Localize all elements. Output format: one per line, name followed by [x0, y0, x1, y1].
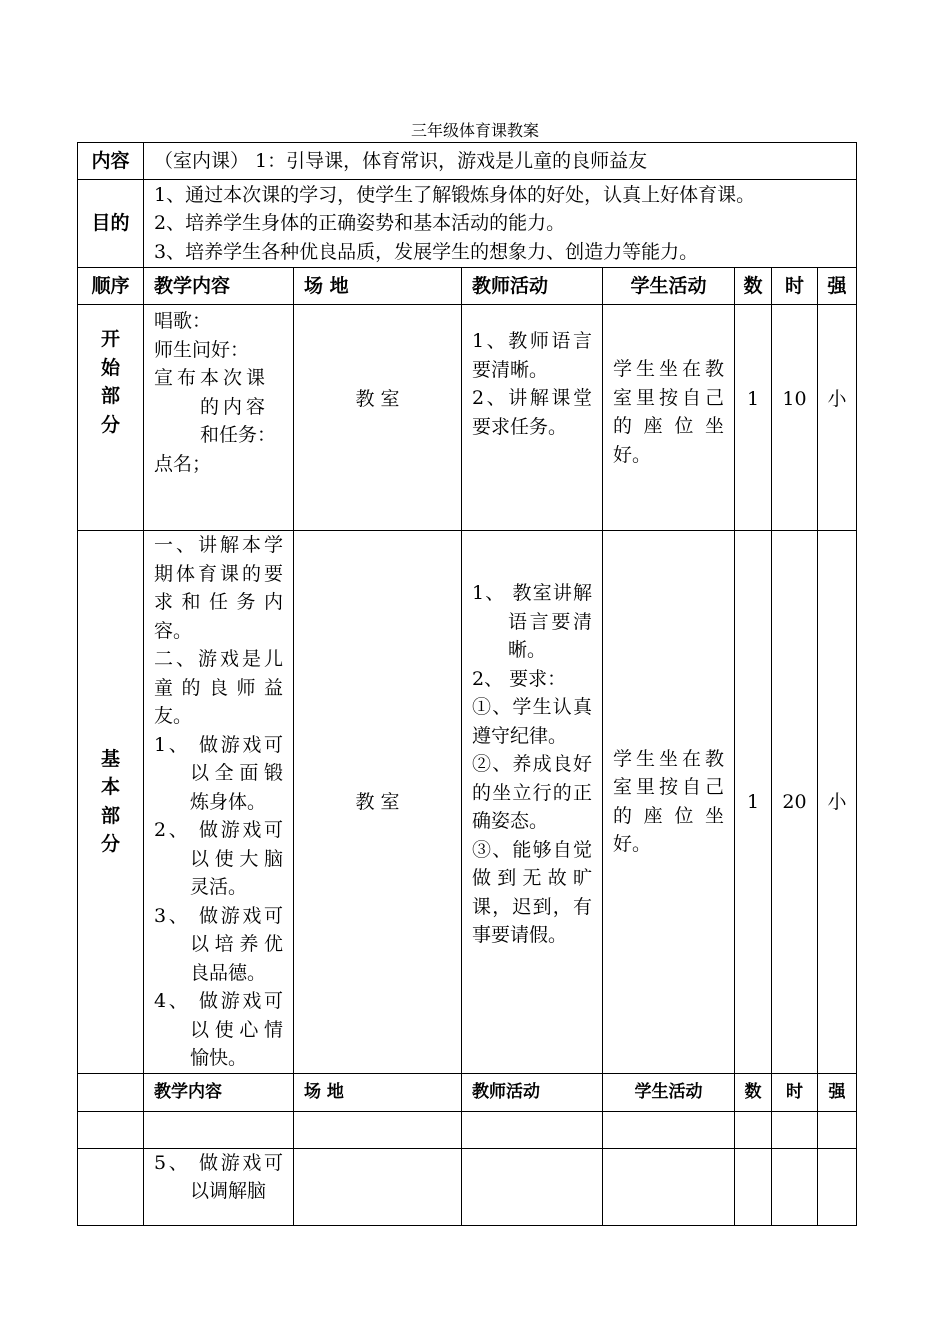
section-start-time: 10 — [772, 305, 818, 531]
header-count: 数 — [735, 268, 772, 305]
header2-empty — [78, 1073, 144, 1111]
section-row-basic — [78, 531, 857, 1074]
purpose-label: 目的 — [78, 180, 144, 268]
purpose-row — [78, 180, 857, 268]
section-char: 部 — [100, 804, 120, 827]
teacher-line: 2、讲解课堂要求任务。 — [472, 387, 592, 438]
content-line: 一、讲解本学期体育课的要求和任务内容。 — [154, 534, 283, 642]
empty-cell — [735, 1111, 772, 1148]
empty-cell — [603, 1148, 735, 1225]
content-row — [78, 143, 857, 180]
teacher-line: 1、教师语言要清晰。 — [472, 330, 592, 381]
section-start-teacher — [462, 305, 603, 531]
content-item: 1、 做游戏可以全面锻炼身体。 — [154, 733, 283, 813]
header-venue: 场 地 — [294, 268, 462, 305]
header-time: 时 — [772, 268, 818, 305]
section-char: 开 — [100, 328, 120, 350]
header-row-2 — [78, 1073, 857, 1111]
empty-cell — [735, 1148, 772, 1225]
teacher-subitem: ③、能够自觉做到无故旷课，迟到，有事要请假。 — [472, 838, 592, 946]
section-char: 基 — [100, 747, 120, 770]
section-start-label — [78, 305, 144, 531]
header-order: 顺序 — [78, 268, 144, 305]
section-start-intensity: 小 — [818, 305, 857, 531]
header-teacher: 教师活动 — [462, 268, 603, 305]
purpose-line: 2、培养学生身体的正确姿势和基本活动的能力。 — [154, 212, 566, 235]
purpose-text — [144, 180, 857, 268]
section-char: 分 — [100, 413, 120, 436]
teacher-subitem: ②、养成良好的坐立行的正确姿态。 — [472, 753, 592, 832]
continuation-row — [78, 1148, 857, 1225]
content-label: 内容 — [78, 143, 144, 180]
section-start-count: 1 — [735, 305, 772, 531]
section-char: 本 — [100, 776, 120, 799]
content-line: 和任务： — [200, 424, 277, 446]
section-row-start — [78, 305, 857, 531]
page-title: 三年级体育课教案 — [410, 121, 539, 140]
content-line: 二、游戏是儿童的良师益友。 — [154, 648, 283, 727]
empty-cell — [78, 1111, 144, 1148]
section-start-content — [144, 305, 294, 531]
empty-cell — [772, 1148, 818, 1225]
content-item: 2、 做游戏可以使大脑灵活。 — [154, 819, 283, 898]
section-char: 部 — [100, 385, 120, 407]
section-basic-time: 20 — [772, 531, 818, 1074]
section-basic-label — [78, 531, 144, 1074]
section-basic-content — [144, 531, 294, 1074]
header2-intensity: 强 — [818, 1073, 857, 1111]
empty-cell — [603, 1111, 735, 1148]
teacher-subitem: ①、学生认真遵守纪律。 — [472, 696, 592, 747]
empty-cell — [462, 1111, 603, 1148]
content-item: 3、 做游戏可以培养优良品德。 — [154, 904, 283, 984]
header-row — [78, 268, 857, 305]
header-intensity: 强 — [818, 268, 857, 305]
section-basic-student: 学生坐在教室里按自己的座位坐好。 — [603, 531, 735, 1074]
section-basic-venue: 教 室 — [294, 531, 462, 1074]
section-char: 分 — [100, 833, 120, 856]
lesson-plan-table — [77, 142, 857, 1226]
empty-cell — [818, 1148, 857, 1225]
header2-time: 时 — [772, 1073, 818, 1111]
section-basic-intensity: 小 — [818, 531, 857, 1074]
empty-cell — [294, 1111, 462, 1148]
content-text: （室内课） 1：引导课，体育常识，游戏是儿童的良师益友 — [144, 143, 857, 180]
empty-cell — [818, 1111, 857, 1148]
header2-teacher: 教师活动 — [462, 1073, 603, 1111]
header2-count: 数 — [735, 1073, 772, 1111]
content-item: 4、 做游戏可以使心情愉快。 — [154, 990, 283, 1069]
content-line: 师生问好： — [154, 338, 250, 361]
header2-content: 教学内容 — [144, 1073, 294, 1111]
header-content: 教学内容 — [144, 268, 294, 305]
section-start-student: 学生坐在教室里按自己的座位坐好。 — [603, 305, 735, 531]
empty-row — [78, 1111, 857, 1148]
purpose-line: 3、培养学生各种优良品质，发展学生的想象力、创造力等能力。 — [154, 240, 699, 263]
teacher-item: 2、 要求： — [472, 667, 567, 690]
content-line: 的内容 — [200, 395, 270, 418]
header2-student: 学生活动 — [603, 1073, 735, 1111]
content-item: 5、 做游戏可以调解脑 — [154, 1151, 283, 1202]
section-basic-teacher — [462, 531, 603, 1074]
content-line: 宣布本次课 — [154, 367, 270, 389]
content-line: 唱歌： — [154, 310, 212, 332]
teacher-item: 1、 教室讲解语言要清晰。 — [472, 582, 592, 661]
header-student: 学生活动 — [603, 268, 735, 305]
empty-cell — [294, 1148, 462, 1225]
continuation-content — [144, 1148, 294, 1225]
empty-cell — [462, 1148, 603, 1225]
purpose-line: 1、通过本次课的学习，使学生了解锻炼身体的好处，认真上好体育课。 — [154, 183, 756, 206]
content-line: 点名； — [154, 452, 212, 475]
section-start-venue: 教 室 — [294, 305, 462, 531]
header2-venue: 场 地 — [294, 1073, 462, 1111]
section-basic-count: 1 — [735, 531, 772, 1074]
section-char: 始 — [100, 356, 120, 379]
empty-cell — [144, 1111, 294, 1148]
empty-cell — [78, 1148, 144, 1225]
empty-cell — [772, 1111, 818, 1148]
